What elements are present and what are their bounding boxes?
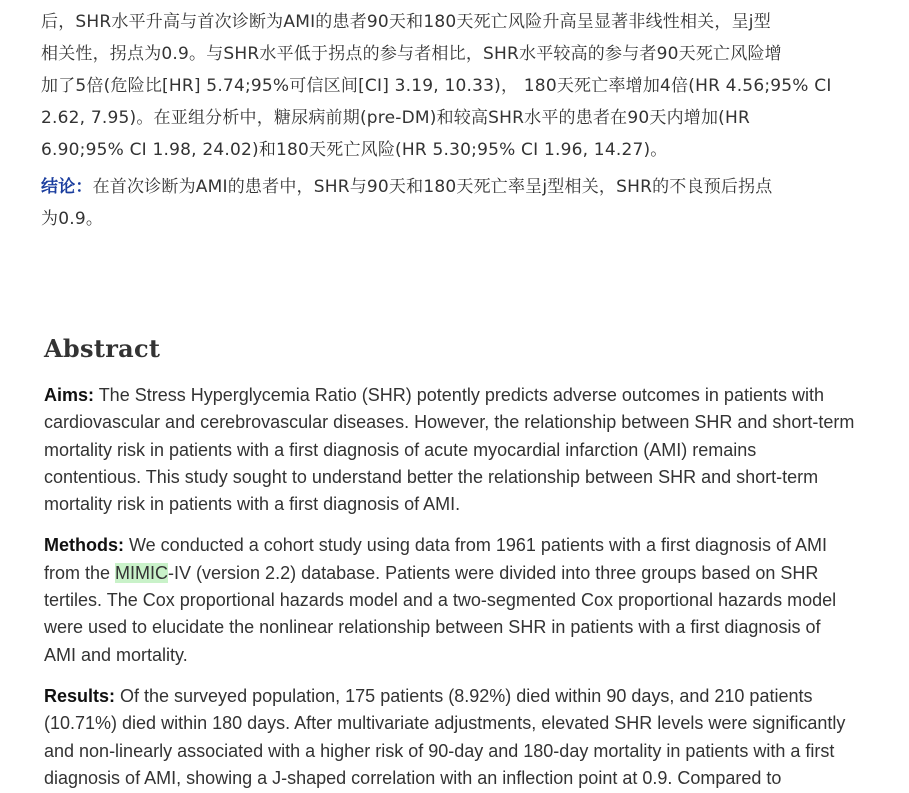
aims-label: Aims:	[44, 385, 95, 405]
zh-results-line-4: 2.62, 7.95)。在亚组分析中，糖尿病前期(pre-DM)和较高SHR水平的患者在90天内增加(HR	[41, 108, 751, 128]
methods-line-1: We conducted a cohort study using data from 1961 patients with a first diagnosis of AMI	[124, 535, 828, 556]
zh-results-line-3: 加了5倍(危险比[HR] 5.74;95%可信区间[CI] 3.19, 10.33)， 180天死亡率增加4倍(HR 4.56;95% CI	[41, 76, 832, 96]
methods-label: Methods:	[44, 535, 124, 556]
chinese-abstract	[41, 6, 871, 240]
results-line-4: diagnosis of AMI, showing a J-shaped correlation with an inflection point at 0.9. Compared to	[44, 767, 782, 788]
aims-paragraph	[44, 382, 864, 518]
zh-conclusion-label: 结论：	[41, 177, 93, 197]
zh-conclusion-line-2: 为0.9。	[41, 209, 104, 229]
abstract-heading: Abstract	[44, 334, 161, 363]
methods-line-2-post: -IV (version 2.2) database. Patients were divided into three groups based on SHR	[168, 562, 819, 583]
results-line-1: Of the surveyed population, 175 patients (8.92%) died within 90 days, and 210 patients	[115, 685, 813, 706]
aims-line-2: cardiovascular and cerebrovascular diseases. However, the relationship between SHR and short-term	[44, 412, 855, 433]
zh-conclusion-line-1: 在首次诊断为AMI的患者中，SHR与90天和180天死亡率呈j型相关，SHR的不良预后拐点	[92, 177, 773, 197]
zh-results-line-1: 后，SHR水平升高与首次诊断为AMI的患者90天和180天死亡风险升高呈显著非线性相关，呈j型	[41, 12, 771, 32]
methods-line-4: were used to elucidate the nonlinear relationship between SHR in patients with a first diagnosis of	[44, 617, 821, 638]
methods-line-2-pre: from the	[44, 562, 116, 583]
aims-line-1: The Stress Hyperglycemia Ratio (SHR) potently predicts adverse outcomes in patients with	[94, 385, 824, 405]
methods-line-5: AMI and mortality.	[44, 644, 188, 665]
zh-results-line-2: 相关性，拐点为0.9。与SHR水平低于拐点的参与者相比，SHR水平较高的参与者90天死亡风险增	[41, 44, 782, 64]
aims-line-4: contentious. This study sought to understand better the relationship between SHR and short-term	[44, 466, 819, 487]
results-label: Results:	[44, 685, 116, 706]
methods-line-3: tertiles. The Cox proportional hazards model and a two-segmented Cox proportional hazards model	[44, 590, 837, 611]
chinese-results-paragraph	[41, 6, 871, 166]
results-line-2: (10.71%) died within 180 days. After multivariate adjustments, elevated SHR levels were significantly	[44, 713, 846, 734]
methods-paragraph	[44, 532, 864, 668]
aims-line-3: mortality risk in patients with a first diagnosis of acute myocardial infarction (AMI) remains	[44, 439, 757, 460]
results-line-3: and non-linearly associated with a higher risk of 90-day and 180-day mortality in patients with a first	[44, 740, 835, 761]
chinese-conclusion-paragraph	[41, 171, 871, 235]
aims-line-5: mortality risk in patients with a first diagnosis of AMI.	[44, 494, 461, 515]
mimic-highlight: MIMIC	[115, 562, 169, 583]
zh-results-line-5: 6.90;95% CI 1.98, 24.02)和180天死亡风险(HR 5.30;95% CI 1.96, 14.27)。	[41, 140, 668, 160]
results-paragraph	[44, 683, 864, 792]
english-abstract	[44, 382, 864, 793]
